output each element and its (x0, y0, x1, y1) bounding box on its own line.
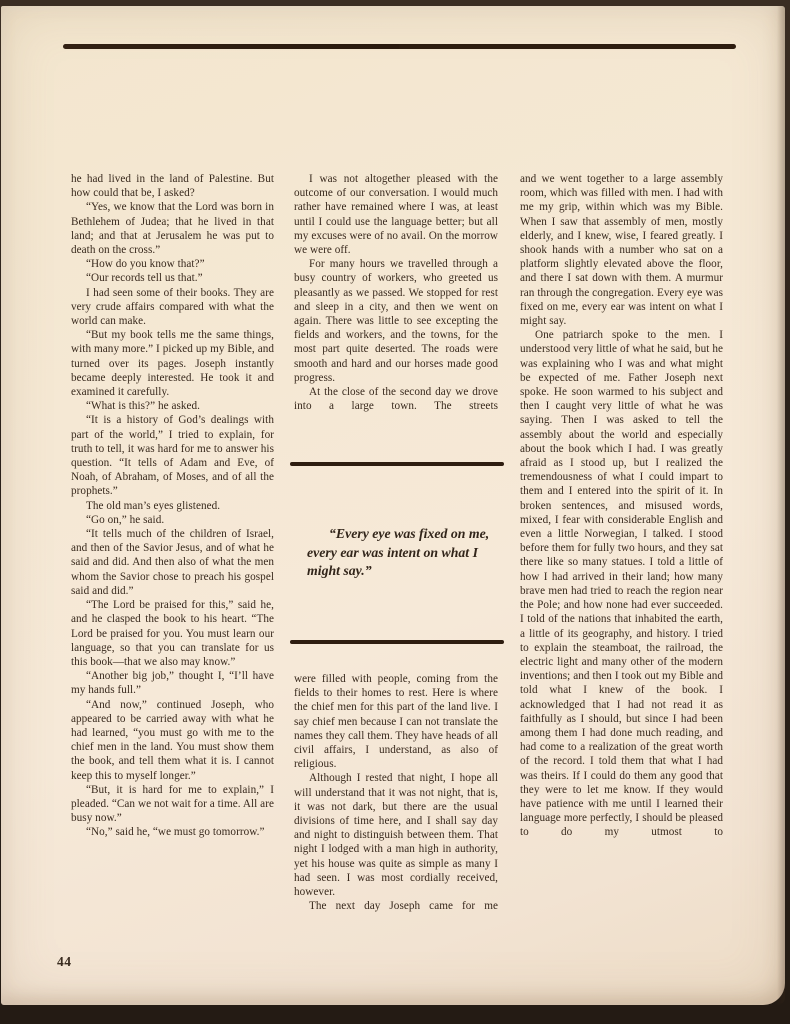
column-right (520, 172, 723, 840)
paragraph: “It tells much of the children of Israel, and then of the Savior Jesus, and of what he said and did. And then also of what the men whom the Savior chose to preach his gospel said and did.” (71, 528, 274, 597)
paragraph: I had seen some of their books. They are very crude affairs compared with what the world can make. (71, 286, 274, 328)
page-edge-shadow (777, 6, 785, 1005)
paragraph: “No,” said he, “we must go tomorrow.” (86, 826, 265, 839)
pull-quote-top-rule (290, 462, 504, 466)
paragraph: Although I rested that night, I hope all will understand that it was not night, that is, it was not dark, but there are the usual divisions of time here, and I shall say day and night to distinguish between them. That night I lodged with a man high in authority, yet his house was quite as simple as many I had seen. I was most cordially received, however. (294, 772, 498, 899)
column-left (71, 172, 274, 840)
page-number: 44 (57, 954, 72, 969)
paragraph: At the close of the second day we drove into a large town. The streets (294, 386, 498, 413)
paragraph: The old man’s eyes glistened. (86, 499, 221, 512)
paragraph: were filled with people, coming from the fields to their homes to rest. Here is where the chief men for this part of the land live. I say chief men because I can not translate the names they call them. They have heads of all civil affairs, I understand, as also of religious. (294, 673, 498, 771)
paragraph: he had lived in the land of Palestine. But how could that be, I asked? (71, 173, 274, 200)
pull-quote-bottom-rule (290, 640, 504, 644)
paragraph: “But, it is hard for me to explain,” I pleaded. “Can we not wait for a time. All are busy now.” (71, 783, 274, 825)
pull-quote: “Every eye was fixed on me, every ear was intent on what I might say.” (307, 526, 490, 578)
paragraph: “Another big job,” thought I, “I’ll have my hands full.” (71, 670, 274, 697)
paragraph: I was not altogether pleased with the outcome of our conversation. I would much rather have remained where I was, at least until I could use the language better; but all my excuses were of no avail. On the morrow we were off. (294, 173, 498, 257)
paragraph: “Yes, we know that the Lord was born in Bethlehem of Judea; that he lived in that land; and that at Jerusalem he was put to death on the cross.” (71, 201, 274, 257)
book-page (1, 6, 785, 1005)
paragraph: For many hours we travelled through a busy country of workers, who greeted us pleasantly as we passed. We stopped for rest and sleep in a city, and then we went on again. There was little to see excepting the fields and workers, and the towns, for the most part quite deserted. The roads were smooth and hard and our horses made good progress. (294, 258, 498, 384)
paragraph: “What is this?” he asked. (86, 400, 201, 413)
paragraph: and we went together to a large assembly room, which was filled with men. I had with me my grip, within which was my Bible. When I saw that assembly of men, mostly elderly, and I knew, wise, I feared greatly. I shook hands with a number who sat on a platform slightly elevated above the floor, and there I sat down with them. A murmur ran through the congregation. Every eye was fixed on me, every ear was intent on what I might say. (520, 173, 723, 328)
column-middle-bottom (294, 672, 498, 913)
paragraph: The next day Joseph came for me (309, 900, 498, 913)
header-rule (63, 44, 736, 49)
paragraph: “But my book tells me the same things, with many more.” I picked up my Bible, and turned over its pages. Joseph instantly became deeply interested. He took it and examined it carefully. (71, 329, 274, 399)
paragraph: “How do you know that?” (86, 258, 205, 271)
column-middle-top (294, 172, 498, 413)
paragraph: “And now,” continued Joseph, who appeared to be carried away with what he had learned, “you must go with me to the chief men in the land. You must show them the book, and tell them what it is. I cannot keep this to myself longer.” (71, 698, 274, 782)
paragraph: “It is a history of God’s dealings with part of the world,” I tried to explain, for truth to tell, it was hard for me to answer his question. “It tells of Adam and Eve, of Noah, of Abraham, of Moses, and of all the prophets.” (71, 414, 274, 498)
paragraph: “Our records tell us that.” (86, 272, 203, 285)
paragraph: “Go on,” he said. (86, 513, 165, 526)
paragraph: “The Lord be praised for this,” said he, and he clasped the book to his heart. “The Lord be praised for you. You must learn our language, so that you can translate for us this book—that we also may know.” (71, 599, 274, 668)
paragraph: One patriarch spoke to the men. I understood very little of what he said, but he was explaining who I was and what might be expected of me. Father Joseph next spoke. He soon warmed to his subject and then I caught very little of what he was saying. Then I was asked to tell the assembly about the world and especially about the book which I had. I was greatly afraid as I stood up, but I realized the tremendousness of what I could impart to them and I entered into the spirit of it. In broken sentences, and misused words, mixed, I fear with considerable English and even a little Norwegian, I talked. I stood before them for fully two hours, and they sat there like so many statues. I told a little of how I had arrived in their land; how many brave men had tried to reach the region near the Pole; and how none had ever succeeded. I told of the nations that inhabited the earth, a little of its geography, and history. I tried to explain the steamboat, the railroad, the electric light and many other of the modern inventions; and then I took out my Bible and told what I knew of the book. I acknowledged that I had not read it as faithfully as I should, but since I had been among them I had done much reading, and had come to a realization of the great worth of the record. I told them that what I had was theirs. If I could do them any good that they were to let me know. If they would have patience with me until I learned their language more perfectly, I should be pleased to do my utmost to (520, 329, 723, 839)
